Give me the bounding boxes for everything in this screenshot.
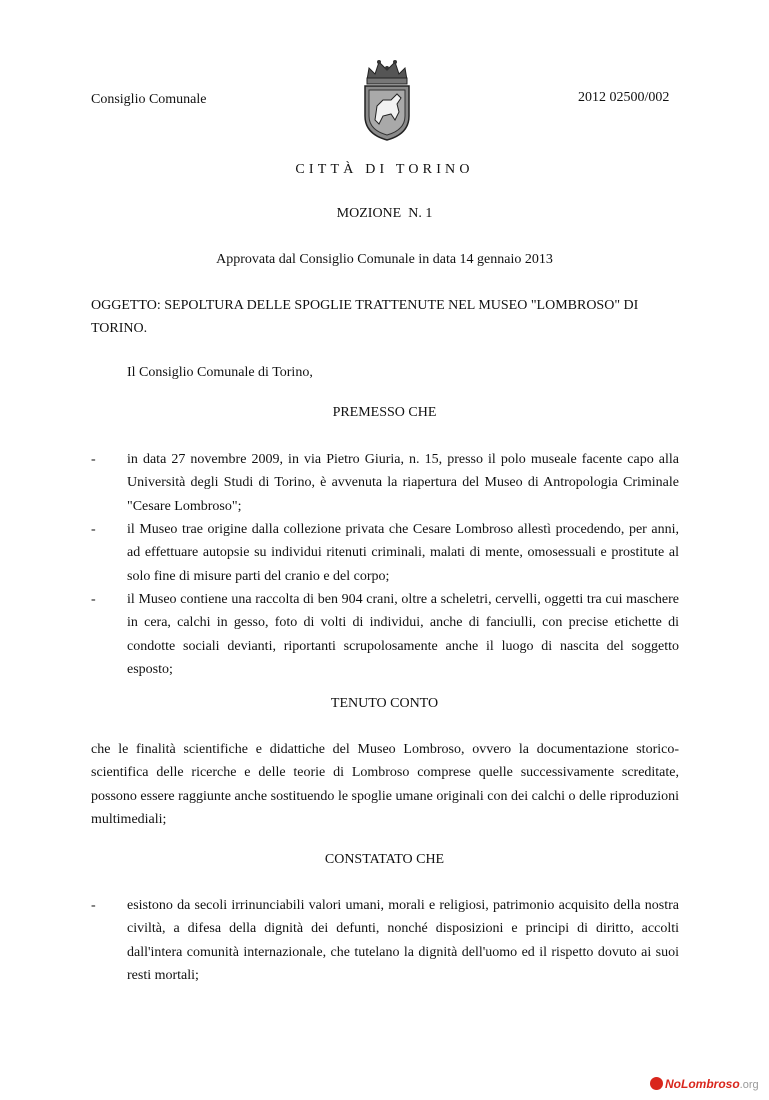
council-label: Consiglio Comunale xyxy=(91,92,207,107)
list-item xyxy=(91,518,679,588)
city-crest xyxy=(361,54,413,142)
premesso-heading: PREMESSO CHE xyxy=(332,405,437,420)
list-item-text: il Museo contiene una raccolta di ben 904 crani, oltre a scheletri, cervelli, oggetti tra cui maschere in cera, calchi in gesso, foto di volti di individui, anche di fanciulli, con precise etichette di condotte sociali devianti, riportanti scrupolosamente anche il luogo di nascita del soggetto esposto; xyxy=(127,592,679,678)
watermark-tld: .org xyxy=(739,1079,759,1091)
constatato-heading: CONSTATATO CHE xyxy=(324,852,445,867)
list-item-text: il Museo trae origine dalla collezione privata che Cesare Lombroso allestì procedendo, per anni, ad effettuare autopsie su individui ritenuti criminali, malati di mente, omosessuali e prostitute al solo fine di misure parti del cranio e del corpo; xyxy=(127,522,679,584)
watermark-logo xyxy=(650,1077,759,1091)
list-item xyxy=(91,448,679,518)
list-item xyxy=(91,894,679,988)
no-sign-icon xyxy=(650,1077,663,1090)
intro-line: Il Consiglio Comunale di Torino, xyxy=(127,365,313,380)
document-number: 2012 02500/002 xyxy=(578,90,670,105)
tenuto-text: che le finalità scientifiche e didattiche del Museo Lombroso, ovvero la documentazione storico-scientifica delle ricerche e delle teorie di Lombroso comprese quelle successivamente screditate, possono essere raggiunte anche sostituendo le spoglie umane originali con dei calchi o delle riproduzioni multimediali; xyxy=(91,742,679,828)
tenuto-heading: TENUTO CONTO xyxy=(330,696,439,711)
approval-line: Approvata dal Consiglio Comunale in data 14 gennaio 2013 xyxy=(216,252,553,267)
list-item xyxy=(91,588,679,682)
watermark-brand: NoLombroso xyxy=(665,1077,740,1091)
list-item-text: esistono da secoli irrinunciabili valori umani, morali e religiosi, patrimonio acquisito della nostra civiltà, a difesa della dignità dei defunti, nonché disposizioni e principi di diritto, accolti dall'intera comunità internazionale, che tutelano la dignità dell'uomo ed il rispetto dovuto ai suoi resti mortali; xyxy=(127,898,679,984)
list-item-text: in data 27 novembre 2009, in via Pietro Giuria, n. 15, presso il polo museale facente capo alla Università degli Studi di Torino, è avvenuta la riapertura del Museo di Antropologia Criminale "Cesare Lombroso"; xyxy=(127,452,679,514)
city-title: CITTÀ DI TORINO xyxy=(295,162,474,177)
bullet-dash: - xyxy=(91,522,96,537)
subject-line: OGGETTO: SEPOLTURA DELLE SPOGLIE TRATTENUTE NEL MUSEO "LOMBROSO" DI TORINO. xyxy=(91,298,639,337)
bullet-dash: - xyxy=(91,898,96,913)
motion-title: MOZIONE N. 1 xyxy=(336,206,433,221)
bullet-dash: - xyxy=(91,592,96,607)
bullet-dash: - xyxy=(91,452,96,467)
